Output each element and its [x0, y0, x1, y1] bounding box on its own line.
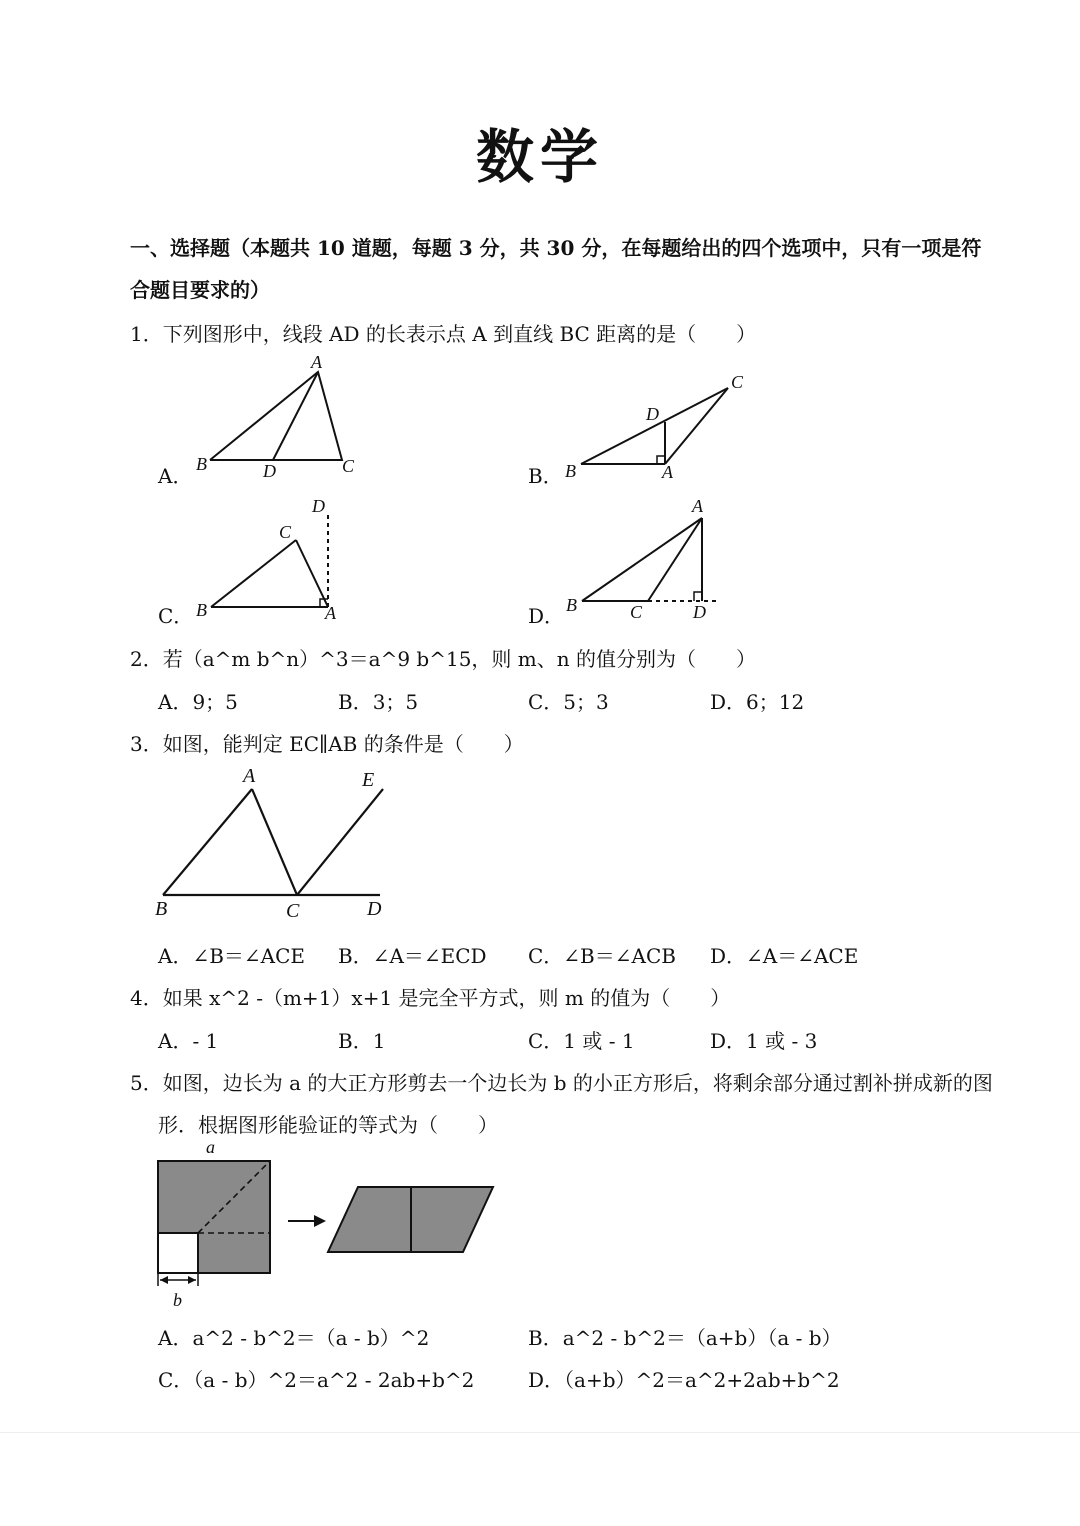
- q3-label-a: A: [243, 765, 256, 787]
- q2-option-b[interactable]: B．3；5: [338, 690, 419, 714]
- q1-option-d-label[interactable]: D．: [528, 604, 565, 628]
- q1-option-a-label[interactable]: A．: [158, 464, 193, 488]
- question-1-text: 下列图形中，线段 AD 的长表示点 A 到直线 BC 距离的是（ ）: [162, 322, 757, 346]
- q3-option-d[interactable]: D．∠A＝∠ACE: [710, 944, 859, 968]
- q1b-label-a: A: [662, 462, 673, 482]
- q3-option-a[interactable]: A．∠B＝∠ACE: [158, 944, 306, 968]
- q1b-label-c: C: [731, 372, 744, 392]
- q4-option-a[interactable]: A．- 1: [158, 1029, 219, 1053]
- q3-option-b[interactable]: B．∠A＝∠ECD: [338, 944, 487, 968]
- q5-label-a: a: [206, 1137, 215, 1157]
- q1a-label-b: B: [196, 454, 207, 474]
- q1d-label-b: B: [566, 595, 577, 615]
- q1-option-c-label[interactable]: C．: [158, 604, 194, 628]
- question-1-number: 1．: [130, 322, 163, 346]
- q3-label-e: E: [362, 769, 375, 791]
- question-5-number: 5．: [130, 1071, 163, 1095]
- page-title: 数学: [475, 123, 604, 191]
- q5-option-a[interactable]: A．a^2 - b^2＝（a - b）^2: [158, 1326, 430, 1350]
- q1c-label-b: B: [196, 600, 207, 620]
- q3-label-d: D: [367, 898, 382, 920]
- q2-option-c[interactable]: C．5；3: [528, 690, 609, 714]
- q1a-label-c: C: [342, 456, 355, 476]
- q3-label-c: C: [286, 900, 300, 922]
- q1c-label-d: D: [312, 496, 325, 516]
- q4-option-b[interactable]: B．1: [338, 1029, 386, 1053]
- section-heading: 一、选择题（本题共 10 道题，每题 3 分，共 30 分，在每题给出的四个选项中，只有一项是符: [130, 236, 982, 260]
- question-5-text: 如图，边长为 a 的大正方形剪去一个边长为 b 的小正方形后，将剩余部分通过割补拼成新的图: [162, 1071, 993, 1095]
- page-bottom-divider: [0, 1432, 1080, 1433]
- q5-option-b[interactable]: B．a^2 - b^2＝（a+b）（a - b）: [528, 1326, 842, 1350]
- q5-option-c[interactable]: C．（a - b）^2＝a^2 - 2ab+b^2: [158, 1368, 475, 1392]
- q1d-label-c: C: [630, 602, 643, 622]
- q2-option-a[interactable]: A．9；5: [158, 690, 238, 714]
- q1a-label-d: D: [263, 461, 276, 481]
- question-5-cont: 形．根据图形能验证的等式为（ ）: [158, 1113, 498, 1137]
- question-2-text: 若（a^m b^n）^3＝a^9 b^15，则 m、n 的值分别为（ ）: [162, 647, 756, 671]
- question-3-text: 如图，能判定 EC∥AB 的条件是（ ）: [162, 732, 524, 756]
- q1b-label-b: B: [565, 461, 576, 481]
- q5-label-b: b: [173, 1290, 182, 1310]
- q4-option-c[interactable]: C．1 或 - 1: [528, 1029, 635, 1053]
- q4-option-d[interactable]: D．1 或 - 3: [710, 1029, 818, 1053]
- q1d-label-d: D: [693, 602, 706, 622]
- q1c-label-a: A: [325, 603, 336, 623]
- q1-option-b-label[interactable]: B．: [528, 464, 563, 488]
- q1b-label-d: D: [646, 404, 659, 424]
- q1c-label-c: C: [279, 522, 292, 542]
- section-heading-cont: 合题目要求的）: [130, 278, 270, 302]
- question-4-text: 如果 x^2 -（m+1）x+1 是完全平方式，则 m 的值为（ ）: [162, 986, 731, 1010]
- question-2-number: 2．: [130, 647, 163, 671]
- q5-option-d[interactable]: D．（a+b）^2＝a^2+2ab+b^2: [528, 1368, 840, 1392]
- q2-option-d[interactable]: D．6；12: [710, 690, 805, 714]
- q3-option-c[interactable]: C．∠B＝∠ACB: [528, 944, 676, 968]
- question-4-number: 4．: [130, 986, 163, 1010]
- question-3-number: 3．: [130, 732, 163, 756]
- q3-label-b: B: [155, 898, 168, 920]
- q1d-label-a: A: [692, 496, 703, 516]
- q1a-label-a: A: [311, 352, 322, 372]
